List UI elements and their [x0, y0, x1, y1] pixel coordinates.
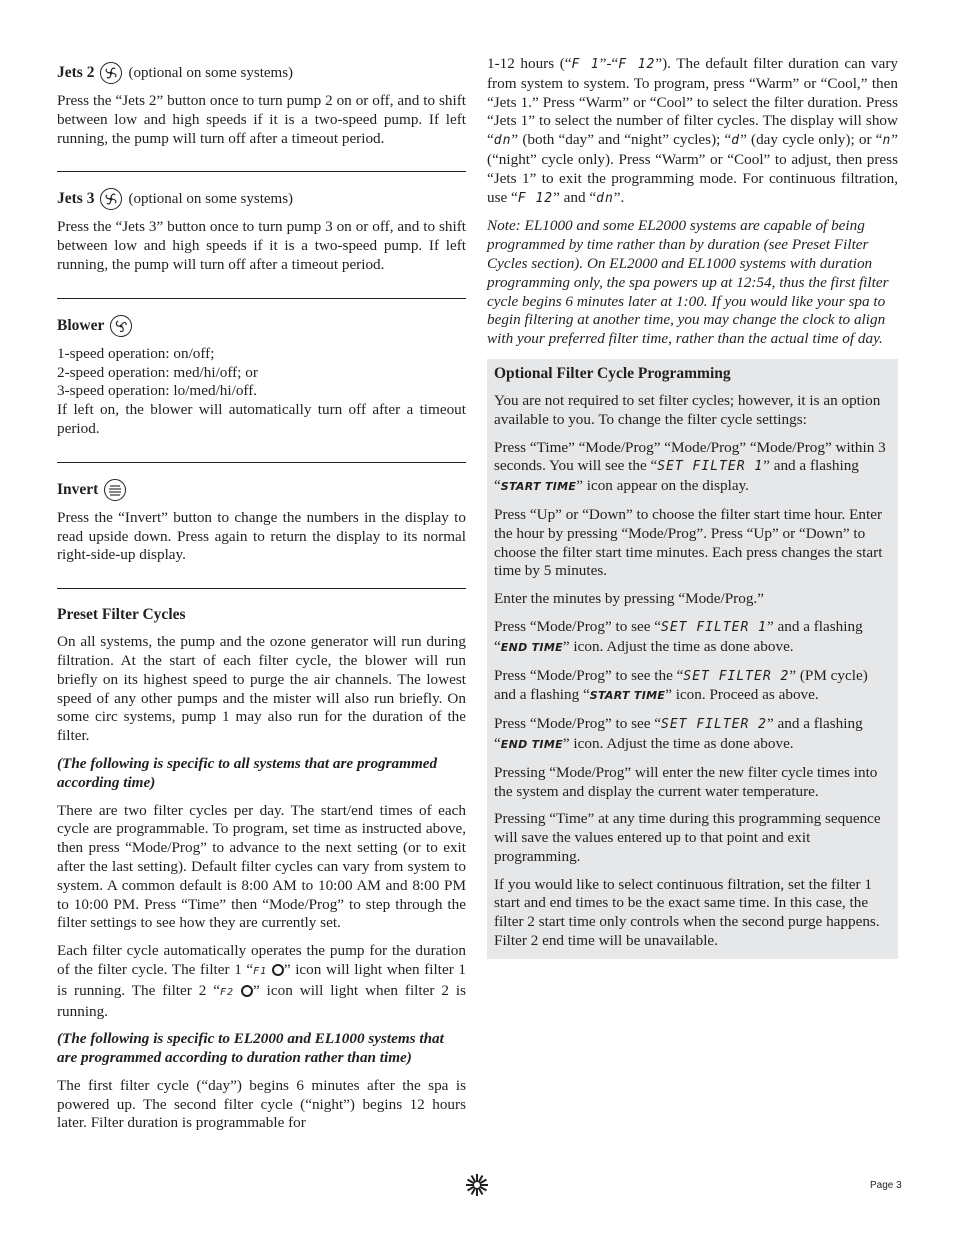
optional-p7 [494, 715, 890, 755]
filter2-icon [241, 985, 253, 997]
jets3-heading [57, 188, 466, 210]
text: ” (“night” cycle only). Press “Warm” or “Cool” to adjust, then press “Jets 1” to exit the programming mode. For continuous filtration, use “ [487, 131, 899, 206]
text: Press “Mode/Prog” to see “ [494, 617, 662, 635]
lcd-f12: F 12 [517, 190, 554, 206]
lcd-n: n [882, 133, 892, 149]
optional-p4: Enter the minutes by pressing “Mode/Prog.” [494, 590, 764, 608]
optional-p1: You are not required to set filter cycles; however, it is an option available to you. To change the filter cycle settings: [494, 391, 881, 428]
text: Press “Time” “Mode/Prog” “Mode/Prog” “Mode/Prog” within 3 seconds. You will see the “ [494, 438, 886, 475]
blower-speed-3: 3-speed operation: lo/med/hi/off. [57, 382, 258, 400]
text: ” and “ [553, 188, 597, 206]
lcd-set-filter-1: SET FILTER 1 [657, 459, 764, 475]
filter1-icon [272, 964, 284, 976]
optional-p5 [494, 618, 890, 658]
end-time-icon: END TIME [500, 640, 563, 654]
jets3-title: Jets 3 [57, 190, 95, 208]
filter-icon-text-1: Each filter cycle automatically operates the pump for the duration of the filter cycle. The filter 1 “ [57, 942, 466, 978]
jets3-body: Press the “Jets 3” button once to turn pump 3 on or off, and to shift between low and high speeds if it is a two-speed pump. If left running, the pump will turn off after a timeout period. [57, 218, 466, 273]
right-column [487, 55, 898, 959]
lcd-dn: dn [493, 133, 512, 149]
start-time-icon: START TIME [589, 689, 666, 703]
text: ” icon appear on the display. [576, 477, 749, 495]
preset-title: Preset Filter Cycles [57, 606, 186, 624]
text: ” and a flashing “ [494, 617, 863, 655]
blower-speeds [57, 345, 466, 401]
invert-icon [104, 479, 126, 501]
text: Press “Mode/Prog” to see the “ [494, 666, 684, 684]
lcd-f1: F 1 [571, 57, 600, 72]
optional-p9: Pressing “Time” at any time during this programming sequence will save the values entered up to that point and exit programming. [494, 810, 881, 865]
page-number: Page 3 [870, 1180, 902, 1191]
text: ” and a flashing “ [494, 715, 863, 752]
jets2-body: Press the “Jets 2” button once to turn pump 2 on or off, and to shift between low and high speeds if it is a two-speed pump. If left running, the pump will turn off after a timeout period. [57, 92, 466, 147]
invert-body: Press the “Invert” button to change the numbers in the display to read upside down. Press again to return the display to its normal right-side-up display. [57, 508, 466, 564]
jets-icon [100, 62, 122, 84]
jets2-title: Jets 2 [57, 64, 95, 81]
preset-time-body: There are two filter cycles per day. The start/end times of each cycle are programmable. To program, set time as instructed above, then press “Mode/Prog” to advance to the next setting (or to exit after the last setting). Default filter cycles can vary from system to system. A common default is 8:00 AM to 10:00 AM and 8:00 PM to 10:00 PM. Press “Time” then “Mode/Prog” to step through the filter settings to see how they are currently set. [57, 801, 466, 932]
optional-p6 [494, 667, 890, 707]
text: ” and a flashing “ [494, 457, 859, 495]
blower-title: Blower [57, 316, 105, 334]
text: 1-12 hours (“ [487, 55, 572, 72]
text: ” (both “day” and “night” cycles); “ [511, 131, 732, 149]
filter-icon-text-2: ” icon will light when filter 1 is running. The filter 2 “ [57, 960, 466, 999]
jets2-section [57, 62, 466, 172]
text: ” icon. Adjust the time as done above. [562, 734, 794, 752]
duration-programming-text [487, 55, 898, 208]
preset-filter-icons [57, 942, 466, 1021]
text: ”). The default filter duration can vary from system to system. To program, press “Warm” or “Cool,” then “Jets 1.” Press “Warm” or “Cool” to select the filter duration. Press “Jets 1” to select the number of filter cycles. The display will show “ [487, 55, 899, 149]
blower-speed-2: 2-speed operation: med/hi/off; or [57, 363, 258, 381]
blower-heading [57, 315, 466, 337]
blower-icon [110, 315, 132, 337]
blower-speed-1: 1-speed operation: on/off; [57, 344, 215, 362]
blower-body: If left on, the blower will automatically turn off after a timeout period. [57, 401, 466, 437]
jets2-heading [57, 62, 466, 84]
preset-duration-body: The first filter cycle (“day”) begins 6 minutes after the spa is powered up. The second filter cycle (“night”) begins 12 hours later. Filter duration is programmable for [57, 1076, 466, 1132]
invert-heading [57, 479, 466, 501]
optional-p10: If you would like to select continuous filtration, set the filter 1 start and end times to be the exact same time. In this case, the filter 2 start time only controls when the second purge happens. Filter 2 end time will be unavailable. [494, 875, 880, 950]
text: ” (PM cycle) and a flashing “ [494, 666, 868, 704]
optional-p2 [494, 439, 890, 497]
end-time-icon: END TIME [500, 737, 563, 751]
text: Press “Mode/Prog” to see “ [494, 715, 662, 733]
jets-icon [100, 188, 122, 210]
text: ” icon. Proceed as above. [665, 686, 819, 704]
lcd-f12: F 12 [618, 57, 656, 72]
f1-label: F1 [253, 965, 268, 977]
jets3-section [57, 188, 466, 298]
lcd-dn: dn [596, 190, 614, 206]
jets2-optional: (optional on some systems) [128, 65, 294, 81]
jets3-optional: (optional on some systems) [128, 191, 294, 208]
sunburst-logo-icon [465, 1173, 489, 1202]
text: ”-“ [599, 55, 619, 72]
start-time-icon: START TIME [500, 480, 577, 494]
optional-programming-box [487, 359, 898, 959]
text: ” icon. Adjust the time as done above. [562, 637, 794, 655]
text: ” (day cycle only); or “ [740, 131, 883, 149]
lcd-set-filter-2: SET FILTER 2 [683, 668, 790, 684]
lcd-set-filter-2: SET FILTER 2 [661, 717, 767, 733]
invert-section [57, 479, 466, 589]
preset-time-heading: (The following is specific to all systems that are programmed according time) [57, 754, 438, 791]
optional-p3: Press “Up” or “Down” to choose the filter start time hour. Enter the hour by pressing “Mode/Prog”. Press “Up” or “Down” to choose the filter start time minutes. Each press changes the start time by 5 minutes. [494, 505, 883, 580]
f2-label: F2 [220, 986, 235, 998]
preset-duration-heading: (The following is specific to EL2000 and EL1000 systems that are programmed according to duration rather than time) [57, 1030, 444, 1067]
optional-title: Optional Filter Cycle Programming [494, 364, 731, 382]
lcd-d: d [731, 133, 741, 149]
optional-p8: Pressing “Mode/Prog” will enter the new filter cycle times into the system and display the current water temperature. [494, 763, 878, 800]
left-column [57, 62, 466, 1172]
lcd-set-filter-1: SET FILTER 1 [661, 619, 767, 635]
duration-note: Note: EL1000 and some EL2000 systems are capable of being programmed by time rather than by duration (see Preset Filter Cycles section). On EL2000 and EL1000 systems with duration programming only, the spa powers up at 12:54, thus the first filter cycle begins 6 minutes later at 1:00. If you would like your spa to begin filtering at another time, you may change the clock to align with your preferred filter time, rather than the actual time of day. [487, 217, 889, 348]
blower-section [57, 315, 466, 463]
invert-title: Invert [57, 480, 99, 498]
preset-intro: On all systems, the pump and the ozone generator will run during filtration. At the start of each filter cycle, the blower will run briefly on its highest speed to purge the air channels. The lowest speed of any other pumps and the mister will also run briefly. On some circ systems, pump 1 may also run for the duration of the filter. [57, 633, 466, 745]
filter-icon-text-3: ” icon will light when filter 2 is running. [57, 981, 467, 1020]
preset-section [57, 605, 466, 1156]
text: ”. [613, 188, 625, 206]
